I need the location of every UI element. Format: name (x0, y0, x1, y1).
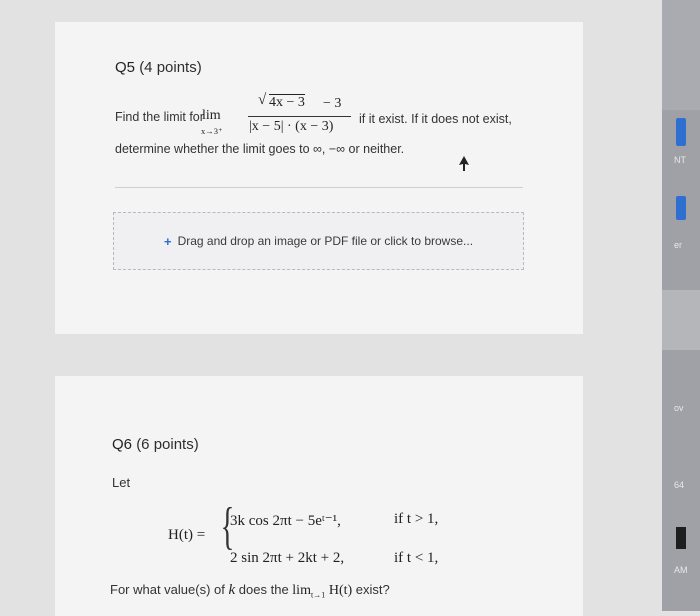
side-panel (662, 0, 700, 110)
fraction-bar (248, 116, 351, 117)
question-points: (4 points) (139, 59, 202, 76)
lim-subscript: x→3⁺ (201, 126, 223, 136)
side-label: NT (674, 155, 686, 165)
question-6-title (112, 436, 199, 453)
question-points: (6 points) (136, 436, 199, 453)
prompt-text: exist? (355, 582, 390, 597)
file-upload-dropzone[interactable] (113, 212, 524, 270)
sqrt-symbol: √ (258, 92, 267, 108)
mouse-cursor-icon (458, 156, 470, 172)
numerator-rest: − 3 (323, 96, 342, 111)
lim-subscript: t→1 (310, 590, 326, 600)
let-label: Let (112, 475, 131, 490)
side-blue-marker (676, 118, 686, 146)
function-lhs: H(t) = (168, 527, 206, 543)
case-2-expression: 2 sin 2πt + 2kt + 2, (230, 550, 345, 566)
variable-k: k (228, 582, 236, 598)
case-2-condition: if t < 1, (394, 550, 439, 566)
question-6-card (55, 376, 583, 616)
lim-word: lim (202, 108, 221, 123)
prompt-end: if it exist. If it does not exist, (359, 112, 512, 126)
question-number: Q5 (115, 59, 136, 76)
prompt-start: Find the limit for (115, 110, 204, 124)
side-label: AM (674, 565, 688, 575)
numerator-radicand: 4x − 3 (269, 95, 305, 110)
side-blue-marker (676, 196, 686, 220)
side-dark-marker (676, 527, 686, 549)
brace: { (220, 498, 235, 555)
question-5-title (115, 59, 202, 76)
side-label: 64 (674, 480, 685, 490)
lim-word: lim (292, 583, 311, 598)
function-name: H(t) (328, 583, 353, 598)
case-1-condition: if t > 1, (394, 511, 439, 527)
question-number: Q6 (112, 436, 133, 453)
side-label: er (674, 240, 683, 250)
background-window-edge (662, 0, 700, 611)
upload-label: Drag and drop an image or PDF file or click to browse... (177, 234, 474, 248)
question-5-card (55, 22, 583, 334)
denominator: |x − 5| · (x − 3) (249, 119, 334, 134)
case-1-expression: 3k cos 2πt − 5eᵗ⁻¹, (230, 513, 341, 529)
side-label: ov (674, 403, 684, 413)
question-6-prompt (110, 582, 390, 600)
section-divider (115, 187, 523, 188)
prompt-line-2: determine whether the limit goes to ∞, −∞ or neither. (115, 142, 405, 156)
prompt-text: does the (238, 582, 289, 597)
prompt-text: For what value(s) of (110, 582, 225, 597)
side-panel (662, 290, 700, 350)
upload-plus-icon: + (163, 233, 172, 249)
